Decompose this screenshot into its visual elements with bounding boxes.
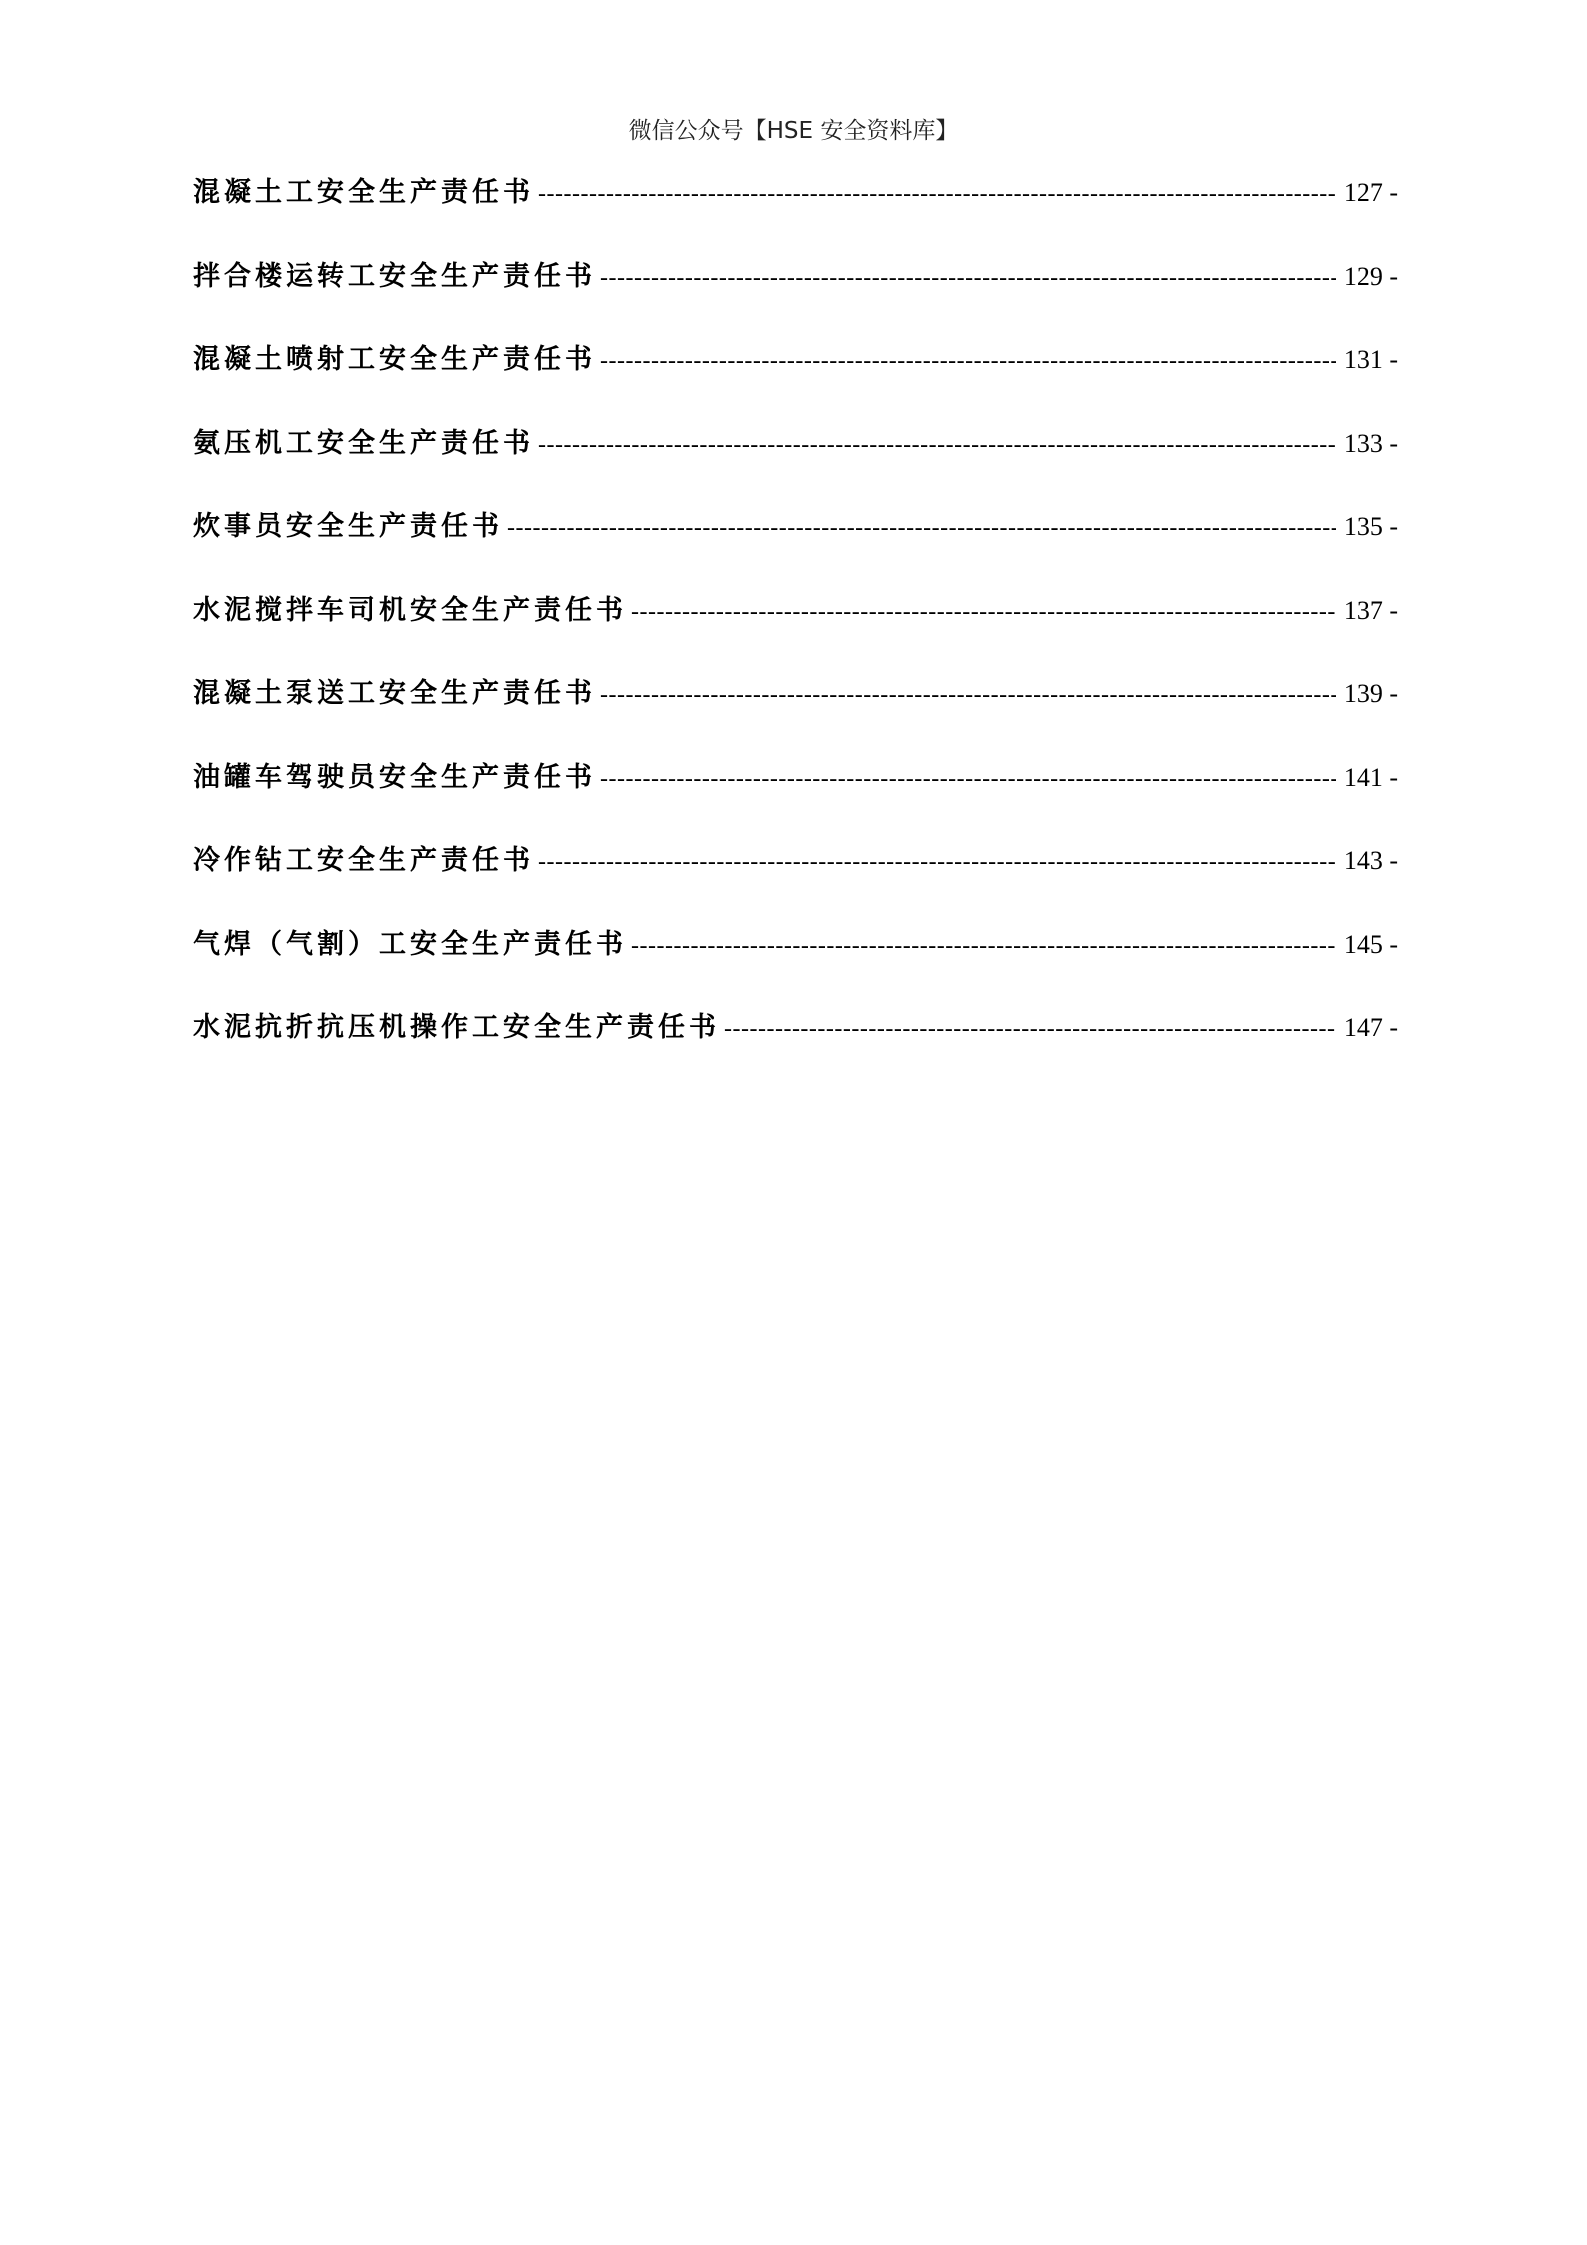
toc-entry-title: 混凝土工安全生产责任书 — [193, 177, 534, 208]
table-of-contents — [193, 170, 1398, 1089]
toc-entry[interactable] — [193, 170, 1398, 254]
toc-leader-dots — [600, 682, 1336, 709]
toc-entry-page: 129 - — [1343, 261, 1398, 291]
toc-entry-title: 氨压机工安全生产责任书 — [193, 427, 534, 459]
toc-entry-page: 135 - — [1343, 512, 1398, 541]
toc-entry-page: 139 - — [1343, 679, 1398, 708]
toc-leader-dots — [631, 933, 1336, 960]
toc-entry[interactable] — [193, 838, 1398, 922]
toc-entry-page: 145 - — [1343, 929, 1398, 959]
toc-leader-dots — [600, 265, 1336, 292]
toc-entry[interactable] — [193, 504, 1398, 588]
toc-leader-dots — [600, 348, 1336, 375]
toc-entry-title: 水泥抗折抗压机操作工安全生产责任书 — [193, 1012, 720, 1043]
toc-entry-page: 141 - — [1343, 762, 1398, 792]
toc-entry-title: 冷作钻工安全生产责任书 — [193, 845, 534, 876]
toc-entry-title: 油罐车驾驶员安全生产责任书 — [193, 761, 596, 793]
toc-entry[interactable] — [193, 755, 1398, 839]
toc-entry-page: 137 - — [1343, 595, 1398, 625]
toc-entry-title: 炊事员安全生产责任书 — [193, 511, 503, 542]
toc-entry-title: 混凝土泵送工安全生产责任书 — [193, 678, 596, 709]
toc-entry-title: 气焊（气割）工安全生产责任书 — [193, 928, 627, 960]
toc-entry[interactable] — [193, 421, 1398, 505]
toc-entry-page: 127 - — [1343, 178, 1398, 207]
toc-entry[interactable] — [193, 671, 1398, 755]
toc-entry-title: 水泥搅拌车司机安全生产责任书 — [193, 594, 627, 626]
toc-leader-dots — [538, 432, 1336, 459]
toc-leader-dots — [724, 1016, 1336, 1043]
toc-entry[interactable] — [193, 1005, 1398, 1089]
toc-leader-dots — [600, 766, 1336, 793]
toc-entry[interactable] — [193, 337, 1398, 421]
toc-entry[interactable] — [193, 588, 1398, 672]
toc-leader-dots — [507, 515, 1336, 542]
toc-entry-page: 143 - — [1343, 846, 1398, 875]
toc-entry-page: 147 - — [1343, 1013, 1398, 1042]
toc-entry-title: 混凝土喷射工安全生产责任书 — [193, 344, 596, 375]
toc-leader-dots — [538, 849, 1336, 876]
toc-entry-page: 133 - — [1343, 428, 1398, 458]
page-header: 微信公众号【HSE 安全资料库】 — [628, 118, 959, 144]
toc-entry-page: 131 - — [1343, 345, 1398, 374]
toc-entry[interactable] — [193, 922, 1398, 1006]
toc-entry[interactable] — [193, 254, 1398, 338]
toc-entry-title: 拌合楼运转工安全生产责任书 — [193, 260, 596, 292]
toc-leader-dots — [538, 181, 1336, 208]
toc-leader-dots — [631, 599, 1336, 626]
